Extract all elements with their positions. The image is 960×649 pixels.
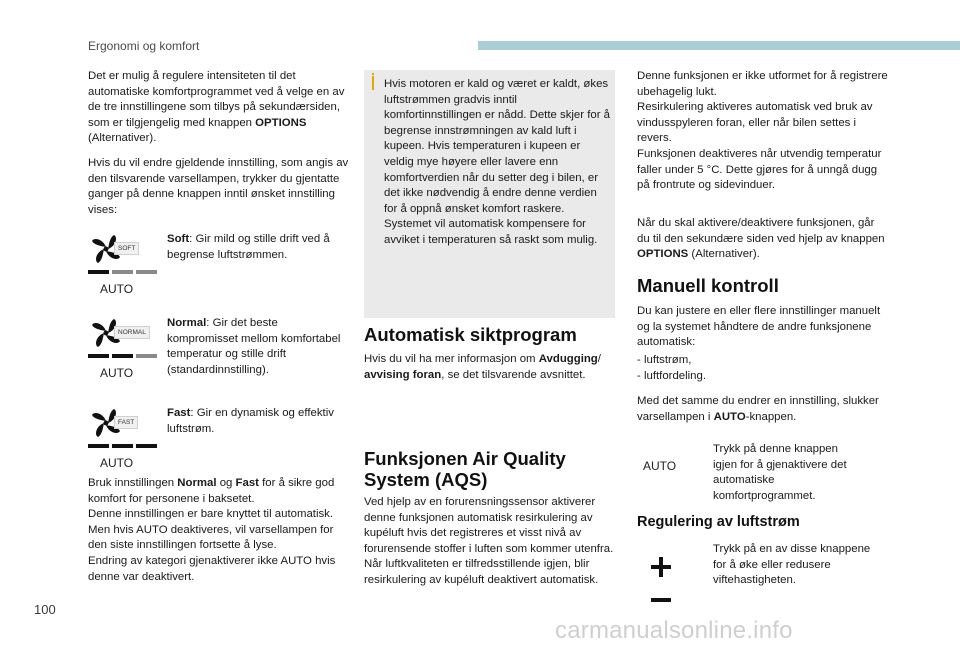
mode-badge-soft: SOFT bbox=[114, 242, 139, 255]
auto-lamp-paragraph: Med det samme du endrer en innstilling, slukker varsellampen i AUTO-knappen. bbox=[637, 395, 879, 423]
fan-mode-soft-indicator bbox=[88, 232, 158, 298]
mode-soft-description: Soft: Gir mild og stille drift ved å begrense luftstrømmen. bbox=[167, 233, 330, 261]
fan-mode-normal-indicator bbox=[88, 316, 158, 382]
fan-level-bars bbox=[88, 270, 158, 274]
intro-paragraph: Det er mulig å regulere intensiteten til det automatiske komfortprogrammet ved å velge en av de tre innstillingene som tilbys på sekundærsiden, som er tilgjengelig med knappen OPTIONS (Alternativer). bbox=[88, 70, 345, 145]
mode-badge-normal: NORMAL bbox=[114, 326, 150, 339]
auto-step-text: Trykk på denne knappen igjen for å gjenaktivere det automatiske komfortprogrammet. bbox=[713, 443, 847, 502]
aqs-paragraph: Ved hjelp av en forurensningssensor aktiverer denne funksjonen automatisk resirkulering av kupéluft hvis det registreres et visst nivå av forurensende stoffer i luften som kommer utenfra. Når luftkvaliteten er tilfredsstillende igjen, blir resirkulering av kupéluft deaktivert automatisk. bbox=[364, 496, 614, 586]
fan-level-bars bbox=[88, 354, 158, 358]
auto-visibility-paragraph: Hvis du vil ha mer informasjon om Avdugging/ avvising foran, se det tilsvarende avsnittet. bbox=[364, 353, 601, 381]
plus-icon bbox=[651, 557, 671, 577]
info-note-text: Hvis motoren er kald og været er kaldt, økes luftstrømmen gradvis inntil komfortinnstillingen er nådd. Dette skjer for å begrense innstrømningen av kald luft i kupeen. Hvis temperaturen i kupeen er veldig mye høyere eller lavere enn komfortverdien når du setter deg i bilen, er det ikke nødvendig å endre denne verdien for å oppnå ønsket komfort raskere. Systemet vil automatisk kompensere for avviket i temperaturen så raskt som mulig. bbox=[384, 78, 611, 246]
list-item: - luftfordeling. bbox=[637, 369, 707, 382]
fan-level-bars bbox=[88, 444, 158, 448]
heading-auto-visibility: Automatisk siktprogram bbox=[364, 324, 577, 345]
options-paragraph: Når du skal aktivere/deaktivere funksjonen, går du til den sekundære siden ved hjelp av knappen OPTIONS (Alternativer). bbox=[637, 217, 885, 261]
mode-normal-description: Normal: Gir det beste kompromisset mellom komfortabel temperatur og stille drift (standardinnstilling). bbox=[167, 317, 341, 376]
manual-control-paragraph: Du kan justere en eller flere innstillinger manuelt og la systemet håndtere de andre funksjonene automatisk: bbox=[637, 305, 881, 349]
heading-manual-control: Manuell kontroll bbox=[637, 275, 779, 296]
auto-label: AUTO bbox=[100, 282, 134, 296]
heading-airflow-regulation: Regulering av luftstrøm bbox=[637, 514, 800, 530]
info-icon bbox=[372, 73, 374, 75]
list-item: - luftstrøm, bbox=[637, 354, 692, 366]
auto-label: AUTO bbox=[100, 456, 134, 470]
change-setting-paragraph: Hvis du vil endre gjeldende innstilling, som angis av den tilsvarende varsellampen, trykker du gjentatte ganger på denne knappen inntil ønsket innstilling vises: bbox=[88, 157, 349, 216]
mode-fast-description: Fast: Gir en dynamisk og effektiv luftstrøm. bbox=[167, 407, 334, 435]
watermark: carmanualsonline.info bbox=[555, 617, 793, 644]
mode-badge-fast: FAST bbox=[114, 416, 138, 429]
rear-seat-paragraph: Bruk innstillingen Normal og Fast for å sikre god komfort for personene i baksetet. Denne innstillingen er bare knyttet til automatisk. Men hvis AUTO deaktiveres, vil varsellampen for den siste innstillingen fortsette å lyse. Endring av kategori gjenaktiverer ikke AUTO hvis denne var deaktivert. bbox=[88, 477, 336, 583]
minus-icon bbox=[651, 598, 671, 602]
auto-button-illustration: AUTO bbox=[643, 459, 677, 473]
info-note-box bbox=[364, 70, 615, 318]
page-number: 100 bbox=[34, 602, 56, 617]
manual-control-list bbox=[637, 353, 887, 384]
fan-mode-fast-indicator bbox=[88, 406, 158, 472]
section-header-title: Ergonomi og komfort bbox=[88, 39, 200, 53]
heading-aqs: Funksjonen Air Quality System (AQS) bbox=[364, 448, 566, 490]
auto-label: AUTO bbox=[100, 366, 134, 380]
aqs-details-paragraph: Denne funksjonen er ikke utformet for å registrere ubehagelig lukt. Resirkulering aktiveres automatisk ved bruk av vindusspyleren foran, eller når bilen settes i revers. Funksjonen deaktiveres når utvendig temperatur faller under 5 °C. Dette gjøres for å unngå dugg på frontrute og sidevinduer. bbox=[637, 70, 888, 192]
section-header-bar bbox=[478, 41, 960, 50]
airflow-step-text: Trykk på en av disse knappene for å øke eller redusere viftehastigheten. bbox=[713, 543, 871, 587]
